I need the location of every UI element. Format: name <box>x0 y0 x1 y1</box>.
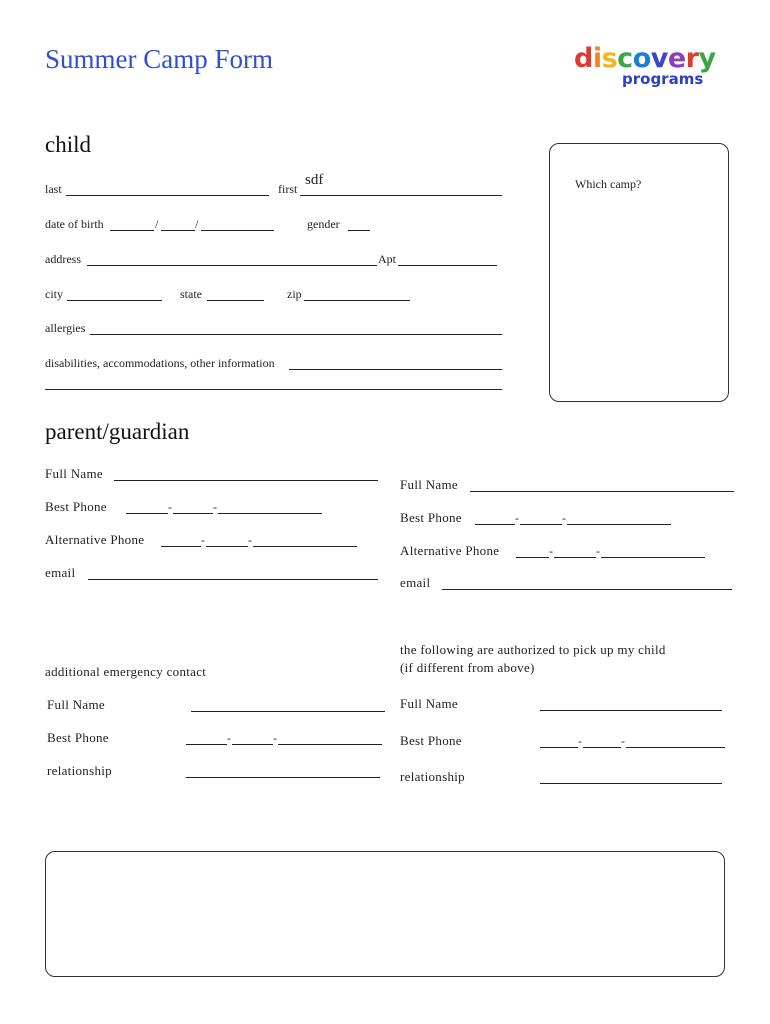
emergency-best-phone-label: Best Phone <box>47 730 109 745</box>
state-input[interactable] <box>207 300 264 301</box>
parent2-email-label: email <box>400 575 431 590</box>
logo-letter: y <box>698 43 716 74</box>
city-label: city <box>45 287 63 301</box>
parent2-phone-area-input[interactable] <box>475 524 515 525</box>
logo-letter: s <box>601 43 618 74</box>
child-section-heading: child <box>45 132 91 157</box>
emergency-heading: additional emergency contact <box>45 664 207 679</box>
parent1-phone-line-input[interactable] <box>218 513 322 514</box>
dob-month-input[interactable] <box>110 230 154 231</box>
pickup-full-name-label: Full Name <box>400 696 458 711</box>
disabilities-input[interactable] <box>289 369 502 370</box>
pickup-phone-prefix-input[interactable] <box>583 747 621 748</box>
phone-separator: - <box>201 533 205 547</box>
which-camp-label: Which camp? <box>575 177 642 191</box>
child-first-label: first <box>278 182 298 196</box>
phone-separator: - <box>213 500 217 514</box>
parent2-alt-prefix-input[interactable] <box>554 557 596 558</box>
emergency-phone-area-input[interactable] <box>186 744 227 745</box>
pickup-phone-line-input[interactable] <box>626 747 725 748</box>
parent1-alt-area-input[interactable] <box>161 546 201 547</box>
disabilities-label: disabilities, accommodations, other information <box>45 356 275 370</box>
parent2-alt-line-input[interactable] <box>601 557 705 558</box>
zip-label: zip <box>287 287 302 301</box>
city-input[interactable] <box>67 300 162 301</box>
parent2-phone-line-input[interactable] <box>567 524 671 525</box>
apt-label: Apt <box>378 252 396 266</box>
phone-separator: - <box>227 731 231 745</box>
logo-letter: e <box>667 43 686 74</box>
address-input[interactable] <box>87 265 377 266</box>
dob-separator: / <box>155 217 159 231</box>
emergency-phone-line-input[interactable] <box>278 744 382 745</box>
dob-year-input[interactable] <box>201 230 274 231</box>
dob-day-input[interactable] <box>161 230 195 231</box>
notes-box[interactable] <box>45 851 725 977</box>
emergency-full-name-input[interactable] <box>191 711 385 712</box>
which-camp-box[interactable] <box>549 143 729 402</box>
parent1-email-label: email <box>45 565 76 580</box>
pickup-phone-area-input[interactable] <box>540 747 578 748</box>
parent1-email-input[interactable] <box>88 579 378 580</box>
child-first-value[interactable]: sdf <box>305 172 324 188</box>
logo-letter: o <box>632 43 651 74</box>
logo-subtitle: programs <box>622 70 704 88</box>
logo-letter: c <box>617 43 633 74</box>
dob-separator: / <box>195 217 199 231</box>
phone-separator: - <box>248 533 252 547</box>
phone-separator: - <box>168 500 172 514</box>
phone-separator: - <box>549 544 553 558</box>
child-last-input[interactable] <box>66 195 269 196</box>
phone-separator: - <box>621 734 625 748</box>
parent-section-heading: parent/guardian <box>45 419 190 444</box>
parent1-alt-line-input[interactable] <box>253 546 357 547</box>
dob-label: date of birth <box>45 217 104 231</box>
disabilities-input-line2[interactable] <box>45 389 502 390</box>
parent2-email-input[interactable] <box>442 589 732 590</box>
emergency-phone-prefix-input[interactable] <box>232 744 273 745</box>
gender-label: gender <box>307 217 340 231</box>
phone-separator: - <box>273 731 277 745</box>
phone-separator: - <box>578 734 582 748</box>
zip-input[interactable] <box>304 300 410 301</box>
address-label: address <box>45 252 81 266</box>
parent1-phone-area-input[interactable] <box>126 513 168 514</box>
emergency-relationship-input[interactable] <box>186 777 380 778</box>
gender-input[interactable] <box>348 230 370 231</box>
emergency-full-name-label: Full Name <box>47 697 105 712</box>
parent1-phone-prefix-input[interactable] <box>173 513 213 514</box>
pickup-relationship-label: relationship <box>400 769 465 784</box>
pickup-heading-line2: (if different from above) <box>400 660 535 675</box>
parent1-best-phone-label: Best Phone <box>45 499 107 514</box>
allergies-input[interactable] <box>90 334 502 335</box>
parent1-full-name-label: Full Name <box>45 466 103 481</box>
logo-letter: i <box>592 43 602 74</box>
phone-separator: - <box>596 544 600 558</box>
logo-letter: d <box>574 43 593 74</box>
page-title: Summer Camp Form <box>45 44 273 74</box>
phone-separator: - <box>515 511 519 525</box>
parent2-full-name-input[interactable] <box>470 491 734 492</box>
child-first-input[interactable] <box>300 195 502 196</box>
allergies-label: allergies <box>45 321 86 335</box>
parent2-best-phone-label: Best Phone <box>400 510 462 525</box>
parent2-full-name-label: Full Name <box>400 477 458 492</box>
discovery-programs-logo <box>574 44 734 94</box>
parent1-alt-prefix-input[interactable] <box>206 546 248 547</box>
parent2-alt-phone-label: Alternative Phone <box>400 543 500 558</box>
logo-letter: r <box>685 43 699 74</box>
pickup-relationship-input[interactable] <box>540 783 722 784</box>
phone-separator: - <box>562 511 566 525</box>
state-label: state <box>180 287 202 301</box>
parent2-phone-prefix-input[interactable] <box>520 524 562 525</box>
parent2-alt-area-input[interactable] <box>516 557 549 558</box>
emergency-relationship-label: relationship <box>47 763 112 778</box>
logo-letter: v <box>650 43 668 74</box>
pickup-full-name-input[interactable] <box>540 710 722 711</box>
parent1-alt-phone-label: Alternative Phone <box>45 532 145 547</box>
pickup-best-phone-label: Best Phone <box>400 733 462 748</box>
parent1-full-name-input[interactable] <box>114 480 378 481</box>
child-last-label: last <box>45 182 62 196</box>
apt-input[interactable] <box>398 265 497 266</box>
pickup-heading-line1: the following are authorized to pick up my child <box>400 642 666 657</box>
